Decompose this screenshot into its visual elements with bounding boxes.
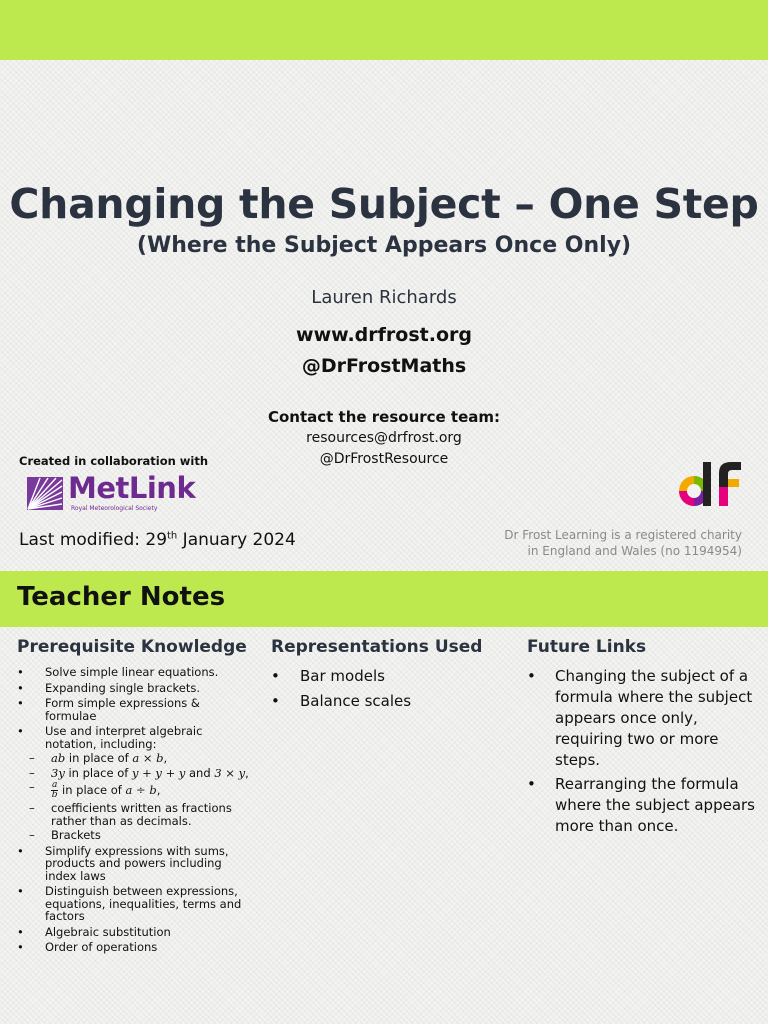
- list-item: • Algebraic substitution: [17, 926, 253, 939]
- contact-email[interactable]: resources@drfrost.org: [306, 430, 462, 446]
- teacher-notes-title: Teacher Notes: [17, 582, 226, 612]
- sub-item: – $\frac{a}{b}$ in place of a ÷ b,: [17, 781, 253, 800]
- sub-item: – Brackets: [17, 829, 253, 842]
- top-band: [0, 0, 768, 60]
- last-modified: Last modified: 29th January 2024: [19, 530, 296, 550]
- metlink-logo: [26, 471, 196, 516]
- collab-label: Created in collaboration with: [19, 454, 209, 468]
- page-title: Changing the Subject – One Step: [9, 180, 759, 228]
- author: Lauren Richards: [311, 287, 457, 308]
- sub-item: – 3y in place of y + y + y and 3 × y,: [17, 767, 253, 780]
- list-item: • Simplify expressions with sums, products and powers including index laws: [17, 845, 253, 883]
- website-link[interactable]: www.drfrost.org: [296, 324, 472, 346]
- list-item: • Changing the subject of a formula where the subject appears once only, requiring two or more steps.: [527, 666, 759, 771]
- metlink-icon: [26, 474, 64, 512]
- drfrost-logo-icon: [677, 459, 745, 509]
- future-links-column: [527, 637, 759, 840]
- charity-notice: Dr Frost Learning is a registered charity in England and Wales (no 1194954): [504, 528, 742, 558]
- list-item: • Solve simple linear equations.: [17, 666, 253, 679]
- future-links-heading: Future Links: [527, 637, 647, 657]
- list-item: • Distinguish between expressions, equations, inequalities, terms and factors: [17, 885, 253, 923]
- list-item: • Use and interpret algebraic notation, including: – ab in place of a × b, – 3y in place of y + y + y and 3 × y, – $\frac{a}{b}$ in place of a ÷ b, – coefficients written as fractions rather than as decimals. – Brackets: [17, 725, 253, 842]
- list-item: • Form simple expressions & formulae: [17, 697, 253, 722]
- contact-handle[interactable]: @DrFrostResource: [319, 451, 449, 467]
- sub-item: – ab in place of a × b,: [17, 752, 253, 765]
- list-item: • Order of operations: [17, 941, 253, 954]
- page-subtitle: (Where the Subject Appears Once Only): [136, 233, 632, 258]
- contact-heading: Contact the resource team:: [267, 408, 501, 426]
- metlink-wordmark: MetLink: [68, 471, 196, 505]
- list-item: • Expanding single brackets.: [17, 682, 253, 695]
- sub-item: – coefficients written as fractions rather than as decimals.: [17, 802, 253, 827]
- prerequisite-heading: Prerequisite Knowledge: [17, 637, 247, 657]
- representations-heading: Representations Used: [271, 637, 483, 657]
- twitter-handle[interactable]: @DrFrostMaths: [301, 355, 467, 377]
- list-item: • Rearranging the formula where the subject appears more than once.: [527, 774, 759, 837]
- prerequisite-column: [17, 637, 253, 957]
- list-item: • Balance scales: [271, 691, 511, 711]
- metlink-subtitle: Royal Meteorological Society: [71, 505, 158, 512]
- list-item: • Bar models: [271, 666, 511, 686]
- representations-column: [271, 637, 511, 716]
